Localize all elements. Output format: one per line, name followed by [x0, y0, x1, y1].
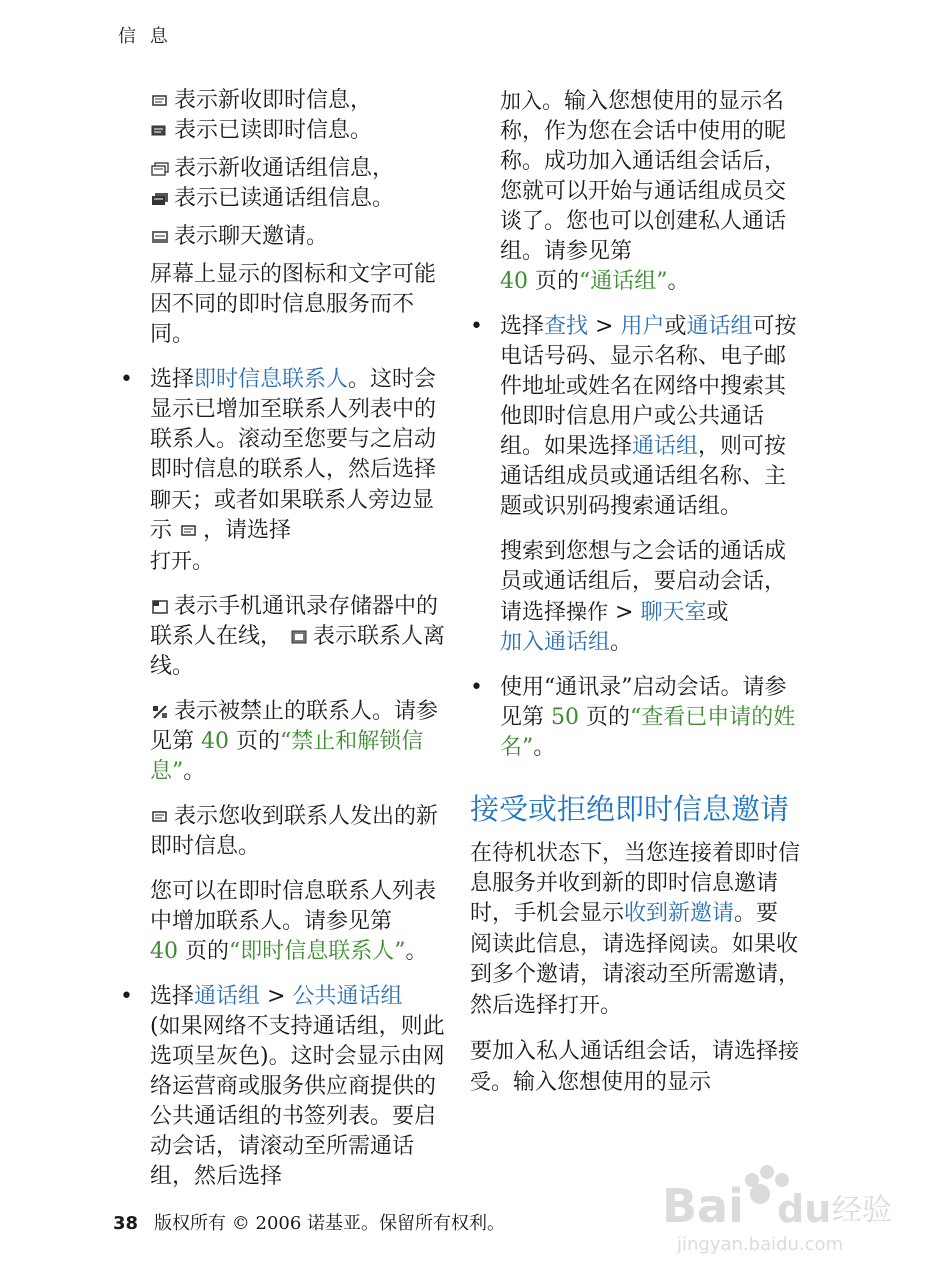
- icon-legend-3-text: 表示新收通话组信息，: [174, 156, 395, 181]
- text: 。: [533, 735, 556, 760]
- new-group-message-icon: [150, 161, 170, 177]
- text: 选择: [500, 314, 545, 339]
- icon-legend-1-text: 表示新收即时信息，: [174, 88, 373, 113]
- text: 。输入您想使用的显示名称，作为您在会话中使用的昵称。成功加入通话组会话后，您就可以开始与通话组成员交谈了。您也可以创建私人通话组。请参见第: [500, 89, 787, 264]
- page-footer: [113, 1209, 505, 1235]
- bullet-groups: [150, 982, 450, 1192]
- bullet-contacts: [500, 673, 800, 763]
- contact-offline-icon: [289, 629, 309, 645]
- link-im-contacts[interactable]: 即时信息联系人: [194, 367, 349, 392]
- chat-invitation-icon: [150, 229, 170, 245]
- text: ，请选择: [203, 518, 292, 543]
- right-column: [470, 86, 800, 1113]
- text: >: [608, 600, 641, 625]
- invitation-paragraph: [470, 839, 800, 1021]
- read-instant-message-icon: [150, 123, 170, 139]
- blocked-legend: [150, 697, 450, 787]
- text: 。: [600, 993, 623, 1018]
- icon-legend-3: [150, 222, 450, 252]
- svg-text:经验: 经验: [832, 1193, 892, 1228]
- text: 在待机状态下，当您连接着即时信息服务并收到新的即时信息邀请时，手机会显示: [470, 841, 801, 926]
- link-users[interactable]: 用户: [620, 314, 665, 339]
- paragraph-display-note: 屏幕上显示的图标和文字可能因不同的即时信息服务而不同。: [150, 262, 437, 347]
- text: 。这时会显示已增加至联系人列表中的联系人。滚动至您要与之启动即时信息的联系人，然后选择: [150, 367, 437, 482]
- copyright: 版权所有 © 2006 诺基亚。保留所有权利。: [154, 1213, 506, 1234]
- icon-legend-4-text: 表示已读通话组信息。: [174, 186, 395, 211]
- contact-online-icon: [150, 599, 170, 615]
- text: 表示您收到联系人发出的新即时信息。: [150, 804, 439, 859]
- page-ref: 50: [551, 705, 579, 730]
- text: 。如果收到多个邀请，请滚动至所需邀请，然后选择: [470, 932, 801, 1018]
- text: 表示被禁止的联系人。请参见第: [150, 699, 439, 754]
- text: 页的: [528, 269, 579, 294]
- contact-online-legend: [150, 592, 450, 682]
- text: >: [588, 314, 621, 339]
- text: ，则可按通话组成员或通话组名称、主题或识别码搜索通话组。: [500, 434, 787, 519]
- new-instant-message-icon: [150, 93, 170, 109]
- page-ref: 40: [150, 939, 178, 964]
- bullet-search: [500, 312, 800, 522]
- new-message-legend: [150, 802, 450, 862]
- text: (如果网络不支持通话组，则此选项呈灰色)。这时会显示由网络运营商或服务供应商提供的公共通话组的书签列表。要启动会话，请滚动至所需通话组，然后选择: [150, 1014, 445, 1189]
- icon-legend-2-text: 表示已读即时信息。: [174, 118, 373, 143]
- text: 页的: [229, 729, 280, 754]
- text: 。: [192, 549, 215, 574]
- link-public-groups[interactable]: 公共通话组: [292, 984, 403, 1009]
- link-groups[interactable]: 通话组: [194, 984, 261, 1009]
- read-group-message-icon: [150, 191, 170, 207]
- ui-open: 打开: [558, 993, 601, 1017]
- text: 要加入私人通话组会话，请选择: [470, 1039, 779, 1064]
- ui-options: 操作: [566, 600, 609, 624]
- svg-text:du: du: [777, 1187, 832, 1231]
- section-header: 信 息: [118, 26, 172, 47]
- blocked-contact-icon: [150, 704, 170, 720]
- link-groups[interactable]: 通话组: [632, 434, 699, 459]
- ui-join: 加入: [500, 89, 542, 113]
- link-view-names[interactable]: “查看已申请的姓名”: [500, 705, 796, 760]
- left-column: [150, 86, 450, 1207]
- text: 。: [667, 269, 690, 294]
- text: 页的: [579, 705, 630, 730]
- text: 选择: [150, 984, 195, 1009]
- text: 。输入您想使用的显示: [491, 1070, 712, 1095]
- text: 。: [405, 939, 428, 964]
- text: 页的: [178, 939, 229, 964]
- ui-open: 打开: [150, 549, 192, 573]
- link-groups-ref[interactable]: “通话组”: [579, 269, 668, 294]
- page-ref: 40: [201, 729, 229, 754]
- text: >: [260, 984, 293, 1009]
- page-ref: 40: [500, 269, 528, 294]
- text: 。: [183, 759, 206, 784]
- new-instant-message-icon: [179, 523, 199, 539]
- icon-legend-1: [150, 86, 450, 146]
- page-number: 38: [113, 1213, 139, 1234]
- link-groups[interactable]: 通话组: [686, 314, 753, 339]
- text: 或: [706, 600, 729, 625]
- join-private-paragraph: [470, 1036, 800, 1098]
- link-chat-room[interactable]: 聊天室: [640, 600, 707, 625]
- baidu-logo-icon: [652, 1150, 902, 1260]
- icon-legend-2: [150, 154, 450, 214]
- ui-chat: 聊天: [150, 488, 192, 512]
- ui-accept: 接受: [470, 1039, 800, 1094]
- link-new-invitation[interactable]: 收到新邀请: [624, 901, 735, 926]
- text: 搜索到您想与之会话的通话成员或通话组后，要启动会话，请选择: [500, 539, 787, 625]
- start-chat-paragraph: [500, 537, 800, 658]
- text: ；或者如果联系人旁边显示: [150, 488, 435, 543]
- bullet-im-contacts: [150, 365, 450, 577]
- link-search[interactable]: 查找: [544, 314, 589, 339]
- text: 。要阅读此信息，请选择: [470, 901, 779, 957]
- join-continuation: [500, 86, 800, 297]
- icon-legend-5-text: 表示聊天邀请。: [174, 224, 329, 249]
- text: 使用“通讯录”启动会话。请参见第: [500, 675, 787, 730]
- section-heading: 接受或拒绝即时信息邀请: [470, 792, 790, 826]
- baidu-watermark: [652, 1150, 902, 1260]
- text: 选择: [150, 367, 195, 392]
- link-im-contacts-ref[interactable]: “即时信息联系人”: [229, 939, 406, 964]
- svg-text:jingyan.baidu.com: jingyan.baidu.com: [677, 1234, 844, 1255]
- new-instant-message-icon: [150, 809, 170, 825]
- svg-text:Bai: Bai: [662, 1179, 744, 1233]
- text: 或: [664, 314, 687, 339]
- link-block-unblock[interactable]: “禁止和解锁信息”: [150, 729, 424, 784]
- link-join-group[interactable]: 加入通话组: [500, 630, 611, 655]
- text: 表示手机通讯录存储器中的联系人在线，: [150, 594, 439, 649]
- text: 可按电话号码、显示名称、电子邮件地址或姓名在网络中搜索其他即时信息用户或公共通话组。如果选择: [500, 314, 797, 459]
- ui-read: 阅读: [668, 932, 711, 956]
- add-contacts-paragraph: [150, 877, 450, 967]
- text: 您可以在即时信息联系人列表中增加联系人。请参见第: [150, 879, 437, 934]
- text: 。: [610, 630, 633, 655]
- text: 表示联系人离线。: [150, 624, 446, 679]
